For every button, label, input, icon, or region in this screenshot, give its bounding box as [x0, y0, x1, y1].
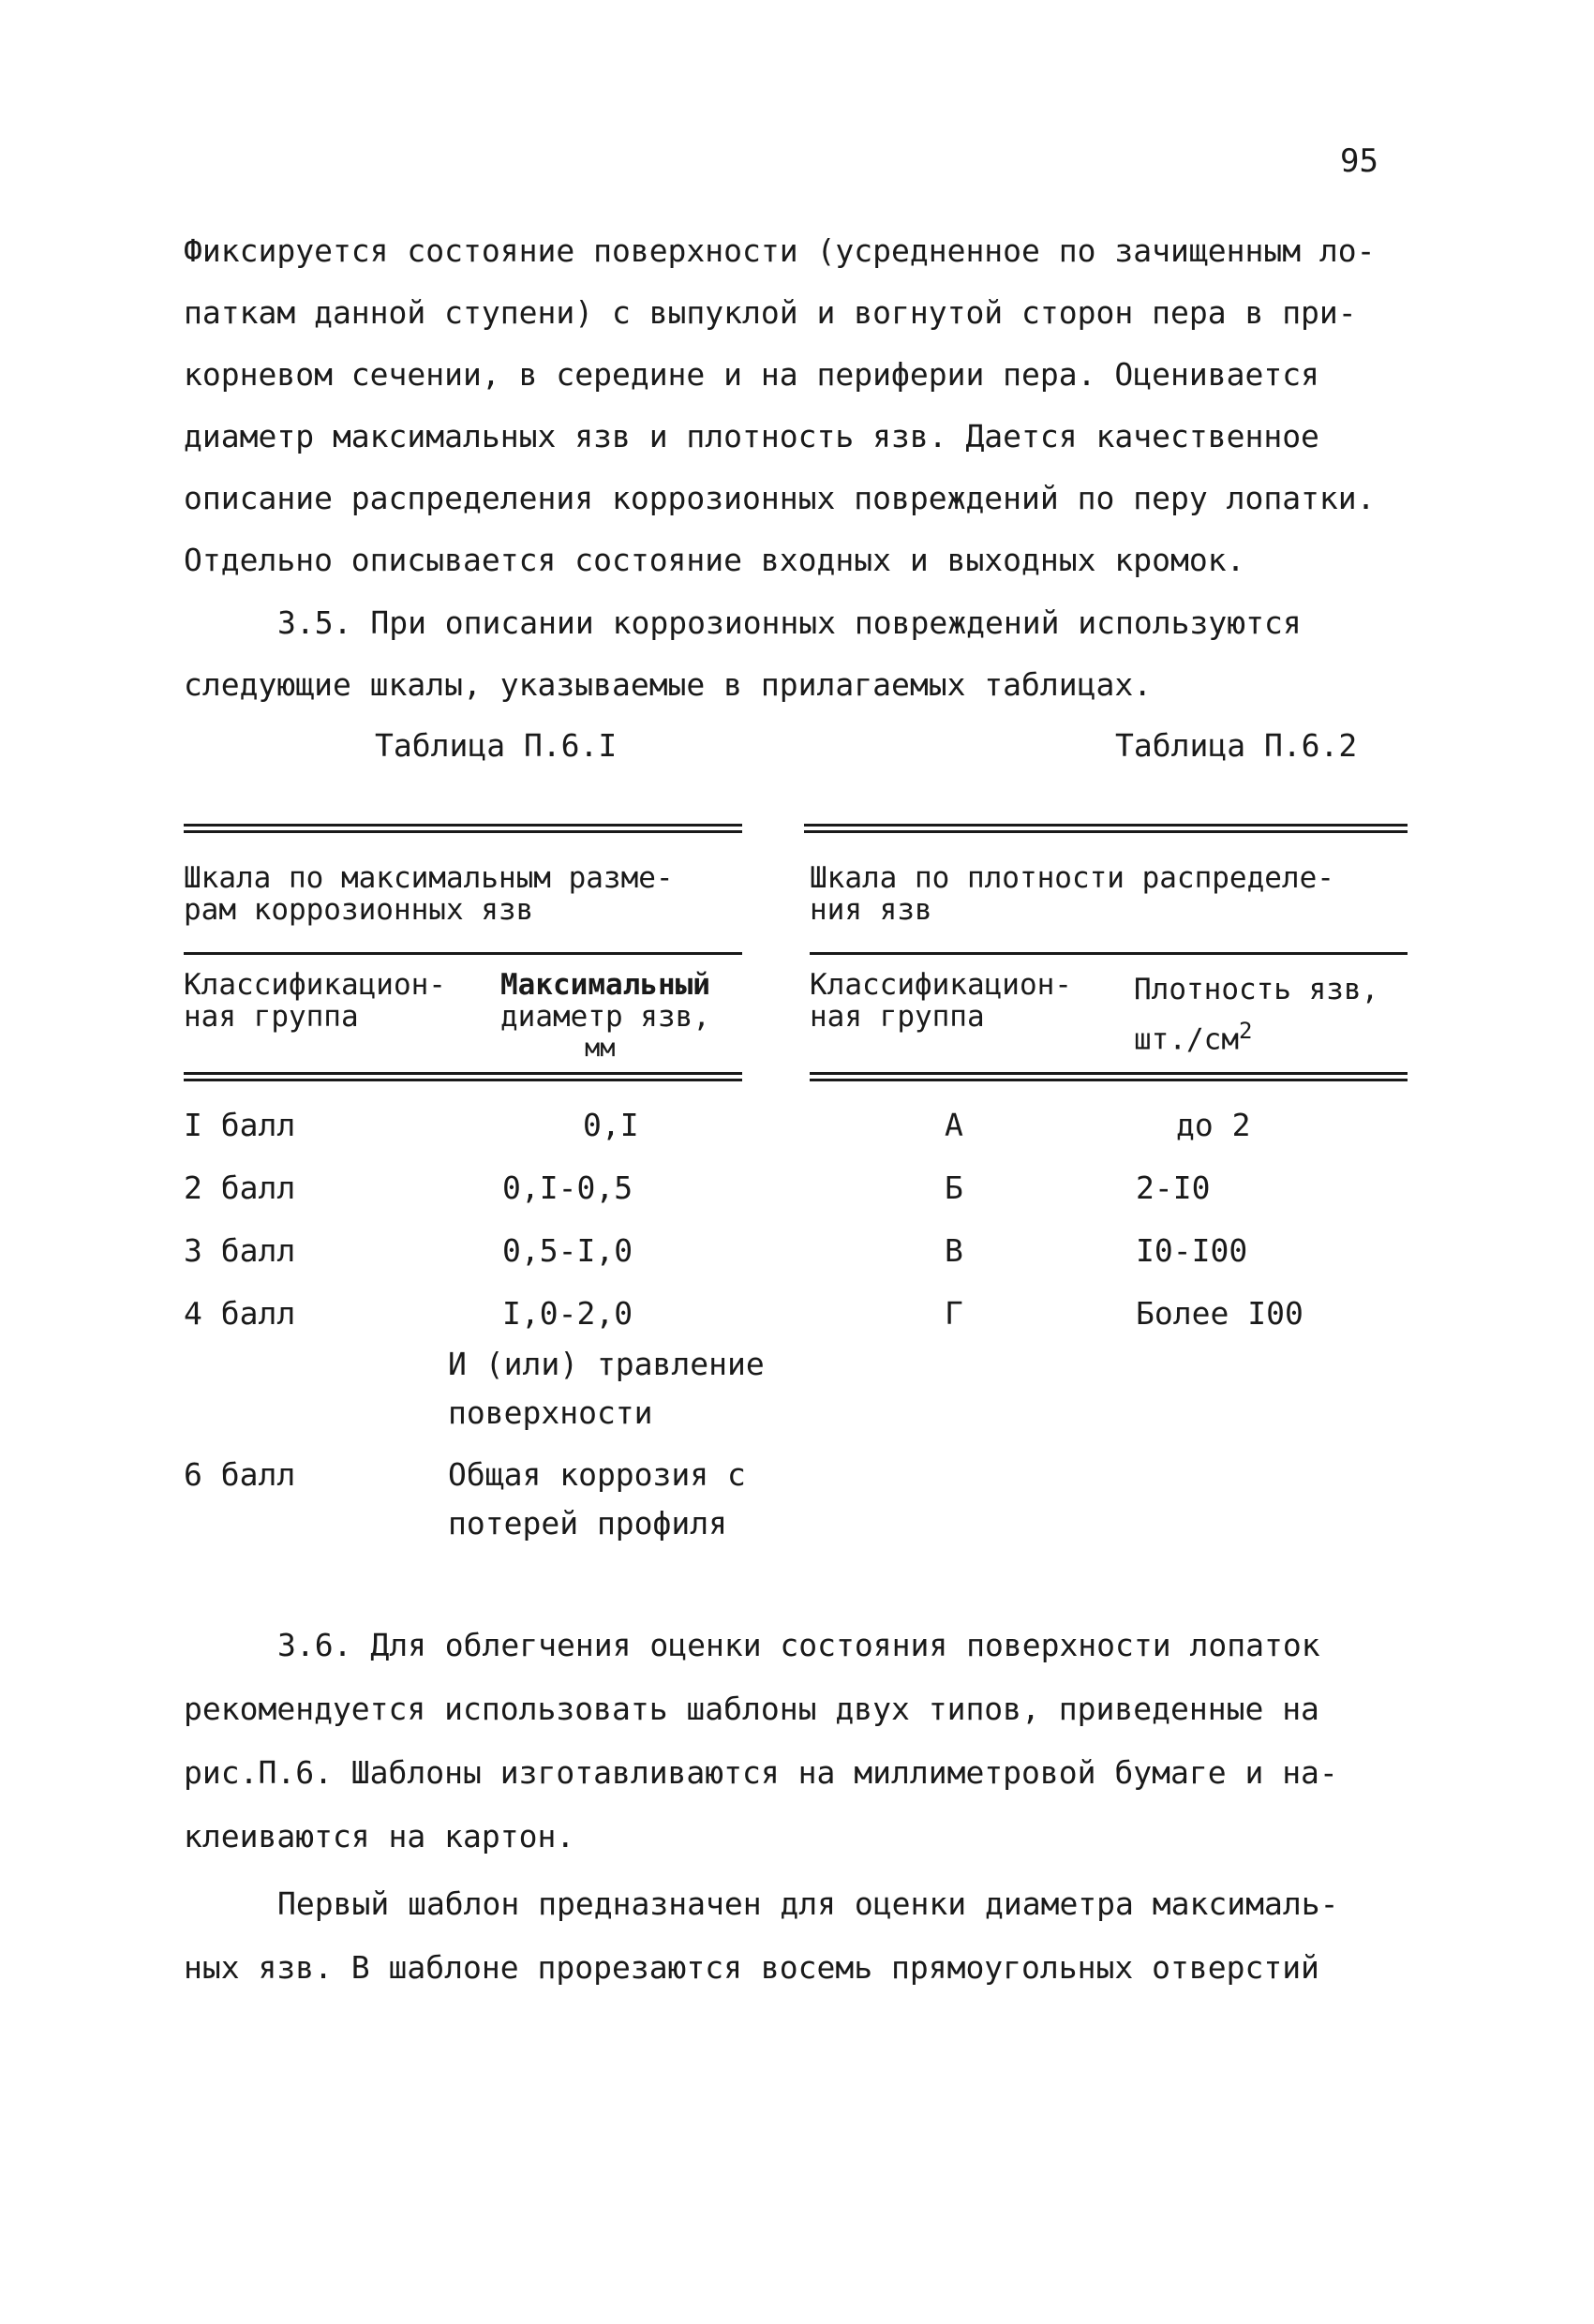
text-line: корневом сечении, в середине и на периферии пера. Оценивается [184, 356, 1319, 393]
table-1-value: 0,I-0,5 [502, 1169, 633, 1206]
table-2-value: I0-I00 [1136, 1232, 1248, 1269]
table-1-value: 0,5-I,0 [502, 1232, 633, 1269]
paragraph-3-5 [184, 592, 1421, 716]
value-line: Общая коррозия с [448, 1456, 746, 1493]
header-line: Классификацион- [810, 968, 1072, 1002]
title-line: рам коррозионных язв [184, 893, 534, 927]
value-line: поверхности [448, 1394, 653, 1431]
paragraph-first-template [184, 1872, 1421, 2000]
table-1-group: I балл [184, 1107, 296, 1143]
table-1-col2-header [500, 969, 710, 1065]
text-line: следующие шкалы, указываемые в прилагаемых таблицах. [184, 666, 1153, 703]
header-line: Плотность язв, [1134, 973, 1379, 1006]
table-2-header-rule [810, 1072, 1408, 1081]
paragraph-3-6 [184, 1614, 1421, 1869]
table-1-group: 3 балл [184, 1232, 296, 1269]
table-1-title [184, 862, 674, 926]
header-line: ная группа [810, 1000, 985, 1034]
table-2-title-rule [810, 952, 1408, 955]
table-2-title [810, 862, 1334, 926]
table-1-value: 0,I [583, 1107, 639, 1143]
text-line: диаметр максимальных язв и плотность язв. Дается качественное [184, 418, 1319, 454]
table-1-col1-header [184, 969, 446, 1033]
table-2-value: 2-I0 [1136, 1169, 1211, 1206]
header-line: Максимальный [500, 968, 710, 1002]
header-line: ная группа [184, 1000, 359, 1034]
table-2-col1-header [810, 969, 1072, 1033]
text-line: Отдельно описывается состояние входных и выходных кромок. [184, 542, 1245, 578]
table-2-caption: Таблица П.6.2 [1115, 727, 1358, 764]
table-1-top-rule [184, 824, 742, 833]
header-line: диаметр язв, [500, 1000, 710, 1034]
table-2-col2-header [1134, 969, 1378, 1060]
table-1-group: 2 балл [184, 1169, 296, 1206]
header-line [1134, 1010, 1378, 1060]
table-2-group: В [945, 1232, 963, 1269]
table-1-group: 6 балл [184, 1456, 296, 1493]
value-line: потерей профиля [448, 1505, 728, 1542]
table-2-group: Г [945, 1295, 963, 1332]
table-1-caption: Таблица П.6.I [375, 727, 618, 764]
table-2-value: Более I00 [1136, 1295, 1304, 1332]
text-line: Фиксируется состояние поверхности (усредненное по зачищенным ло- [184, 232, 1376, 269]
table-2-group: Б [945, 1169, 963, 1206]
table-1-title-rule [184, 952, 742, 955]
table-1-value-note [448, 1340, 765, 1438]
text-line: клеиваются на картон. [184, 1818, 575, 1855]
table-2-value: до 2 [1176, 1107, 1251, 1143]
table-2-group: А [945, 1107, 963, 1143]
text-line: 3.5. При описании коррозионных повреждений используются [277, 604, 1302, 641]
table-1-group: 4 балл [184, 1295, 296, 1332]
page-number: 95 [1340, 142, 1378, 180]
text-line: рекомендуется использовать шаблоны двух типов, приведенные на [184, 1691, 1319, 1727]
text-line: 3.6. Для облегчения оценки состояния поверхности лопаток [277, 1627, 1320, 1663]
unit-text: шт./см [1134, 1022, 1239, 1057]
title-line: Шкала по максимальным разме- [184, 861, 674, 895]
header-line: мм [585, 1034, 616, 1063]
table-1-value [448, 1451, 746, 1548]
text-line: описание распределения коррозионных повреждений по перу лопатки. [184, 480, 1376, 516]
paragraph-surface-state [184, 220, 1421, 591]
value-line: И (или) травление [448, 1346, 765, 1382]
title-line: Шкала по плотности распределе- [810, 861, 1334, 895]
text-line: рис.П.6. Шаблоны изготавливаются на миллиметровой бумаге и на- [184, 1754, 1338, 1791]
table-1-value: I,0-2,0 [502, 1295, 633, 1332]
unit-exponent: 2 [1238, 1018, 1253, 1044]
table-1-header-rule [184, 1072, 742, 1081]
header-line: Классификацион- [184, 968, 446, 1002]
title-line: ния язв [810, 893, 932, 927]
text-line: ных язв. В шаблоне прорезаются восемь прямоугольных отверстий [184, 1949, 1319, 1986]
table-2-top-rule [804, 824, 1408, 833]
text-line: Первый шаблон предназначен для оценки диаметра максималь- [277, 1885, 1339, 1922]
text-line: паткам данной ступени) с выпуклой и вогнутой сторон пера в при- [184, 294, 1357, 331]
